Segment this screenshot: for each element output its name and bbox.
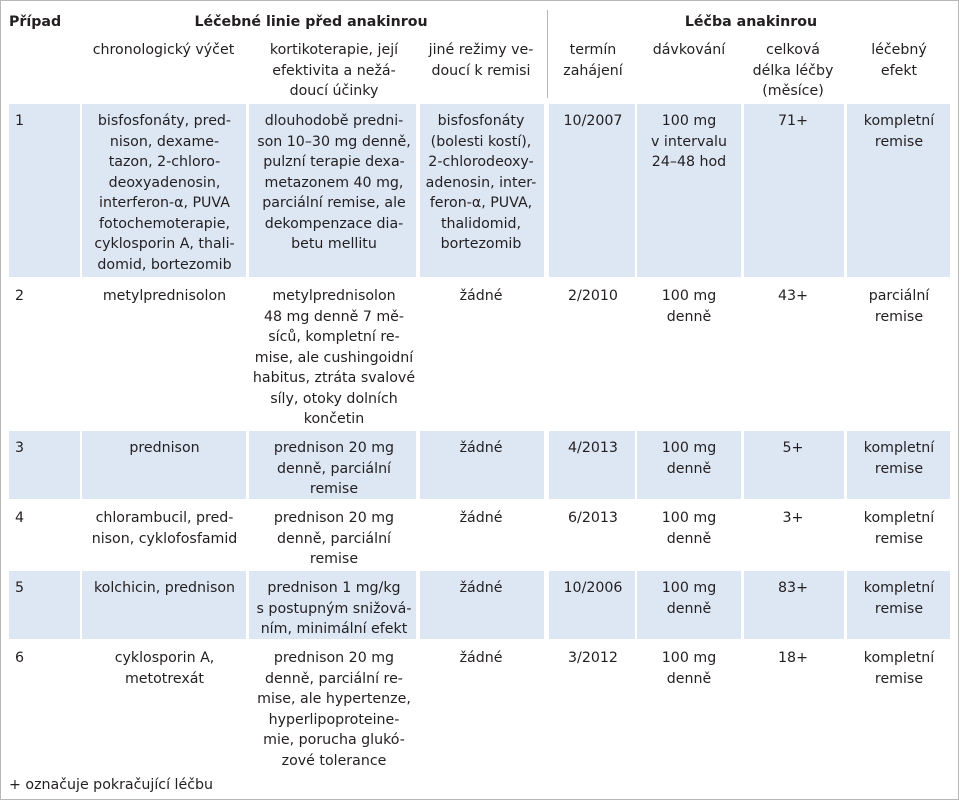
start-date-cell: 2/2010 <box>568 288 618 304</box>
dosage-cell: 100 mg denně <box>661 650 717 687</box>
other-regimens-cell: žádné <box>459 650 503 666</box>
start-date-cell: 10/2007 <box>563 113 623 129</box>
effect-cell: kompletní remise <box>863 510 935 547</box>
table-row <box>1 431 958 499</box>
chronology-cell: bisfosfonáty, pred- nison, dexame- tazon, 2-chloro- deoxyadenosin, interferon-α, PUVA fotochemoterapie, cyklosporin A, thali- domid, bortezomib <box>94 113 235 273</box>
other-regimens-cell: bisfosfonáty (bolesti kostí), 2-chlorodeoxy- adenosin, inter- feron-α, PUVA, thalidomid, bortezomib <box>425 113 537 252</box>
effect-cell: parciální remise <box>868 288 930 325</box>
start-date-cell: 10/2006 <box>563 580 623 596</box>
dosage-cell: 100 mg denně <box>661 440 717 477</box>
anakinra-group-header: Léčba anakinrou <box>684 14 818 30</box>
table-row <box>1 279 958 429</box>
column-header-dosage: dávkování <box>652 42 726 58</box>
table-row <box>1 641 958 771</box>
table-row <box>1 501 958 569</box>
start-date-cell: 6/2013 <box>568 510 618 526</box>
column-header-effect: léčebný efekt <box>871 42 927 79</box>
column-header-start-date: termín zahájení <box>563 42 623 79</box>
corticotherapy-cell: metylprednisolon 48 mg denně 7 mě- síců, kompletní re- mise, ale cushingoidní habitus, ztráta svalové síly, otoky dolních končetin <box>252 288 416 427</box>
table-row <box>1 571 958 639</box>
table-row <box>1 104 958 277</box>
corticotherapy-cell: prednison 20 mg denně, parciální re- mise, ale hypertenze, hyperlipoproteine- mie, porucha glukó- zové tolerance <box>257 650 411 769</box>
column-header-corticotherapy: kortikoterapie, její efektivita a nežá- doucí účinky <box>269 42 399 99</box>
duration-cell: 5+ <box>782 440 804 456</box>
case-number: 6 <box>15 650 25 666</box>
chronology-cell: cyklosporin A, metotrexát <box>114 650 215 687</box>
effect-cell: kompletní remise <box>863 440 935 477</box>
dosage-cell: 100 mg denně <box>661 288 717 325</box>
duration-cell: 43+ <box>778 288 808 304</box>
start-date-cell: 3/2012 <box>568 650 618 666</box>
effect-cell: kompletní remise <box>863 113 935 150</box>
duration-cell: 18+ <box>778 650 808 666</box>
case-number: 5 <box>15 580 25 596</box>
other-regimens-cell: žádné <box>459 440 503 456</box>
case-number: 1 <box>15 113 25 129</box>
effect-cell: kompletní remise <box>863 580 935 617</box>
chronology-cell: chlorambucil, pred- nison, cyklofosfamid <box>91 510 238 547</box>
dosage-cell: 100 mg v intervalu 24–48 hod <box>651 113 727 170</box>
other-regimens-cell: žádné <box>459 580 503 596</box>
dosage-cell: 100 mg denně <box>661 580 717 617</box>
duration-cell: 3+ <box>782 510 804 526</box>
start-date-cell: 4/2013 <box>568 440 618 456</box>
duration-cell: 83+ <box>778 580 808 596</box>
chronology-cell: metylprednisolon <box>102 288 227 304</box>
dosage-cell: 100 mg denně <box>661 510 717 547</box>
corticotherapy-cell: dlouhodobě predni- son 10–30 mg denně, pulzní terapie dexa- metazonem 40 mg, parciální remise, ale dekompenzace dia- betu mellitu <box>257 113 411 252</box>
case-number: 3 <box>15 440 25 456</box>
corticotherapy-cell: prednison 1 mg/kg s postupným snižová- ním, minimální efekt <box>256 580 412 637</box>
header-group-divider <box>547 10 548 98</box>
corticotherapy-cell: prednison 20 mg denně, parciální remise <box>273 440 395 497</box>
effect-cell: kompletní remise <box>863 650 935 687</box>
other-regimens-cell: žádné <box>459 288 503 304</box>
duration-cell: 71+ <box>778 113 808 129</box>
prior-lines-group-header: Léčebné linie před anakinrou <box>194 14 428 30</box>
column-header-other-regimens: jiné režimy ve- doucí k remisi <box>428 42 534 79</box>
column-header-chronology: chronologický výčet <box>92 42 235 58</box>
case-number: 2 <box>15 288 25 304</box>
corticotherapy-cell: prednison 20 mg denně, parciální remise <box>273 510 395 567</box>
case-column-header: Případ <box>9 14 62 30</box>
other-regimens-cell: žádné <box>459 510 503 526</box>
chronology-cell: prednison <box>129 440 200 456</box>
chronology-cell: kolchicin, prednison <box>93 580 236 596</box>
case-number: 4 <box>15 510 25 526</box>
footnote: + označuje pokračující léčbu <box>9 777 214 793</box>
column-header-duration: celková délka léčby (měsíce) <box>752 42 834 99</box>
